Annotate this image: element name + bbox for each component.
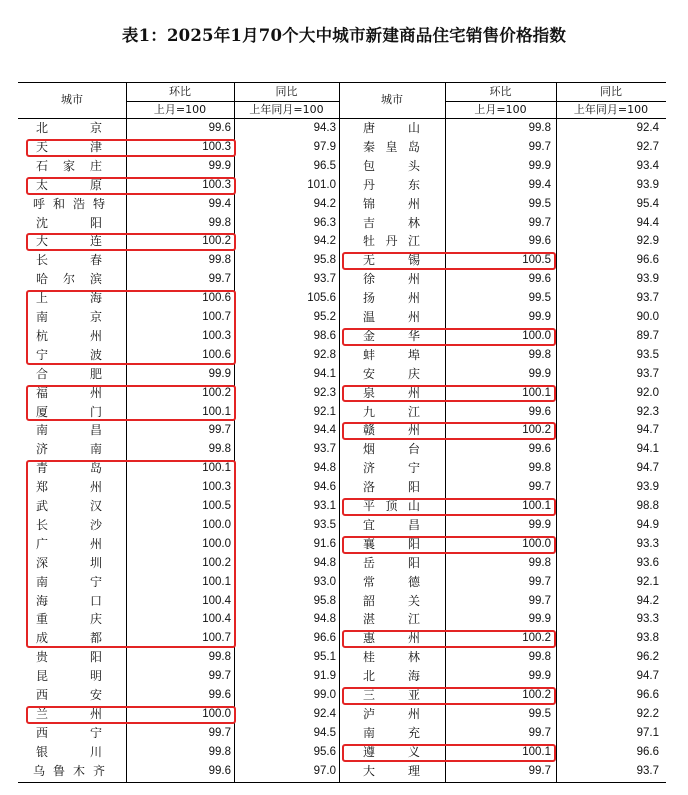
table-cell-mom: 99.8: [208, 651, 231, 664]
table-cell-city: 烟台: [363, 442, 420, 457]
header-yoy-base-right: 上年同月=100: [573, 103, 649, 116]
table-cell-city: 兰州: [36, 706, 102, 721]
table-cell-mom: 99.5: [528, 197, 551, 210]
table-cell-city: 西安: [36, 688, 102, 702]
table-cell-mom: 99.9: [528, 613, 551, 626]
table-cell-mom: 100.7: [202, 311, 231, 323]
table-cell-city: 昆明: [36, 669, 102, 684]
table-cell-mom: 100.2: [202, 556, 231, 569]
table-cell-city: 天津: [36, 139, 102, 154]
table-cell-yoy: 93.8: [636, 632, 659, 645]
table-cell-mom: 99.7: [528, 594, 551, 607]
table-cell-mom: 99.8: [208, 254, 231, 267]
table-cell-city: 广州: [36, 536, 102, 551]
table-cell-mom: 99.9: [528, 311, 551, 323]
table-cell-city: 长春: [36, 253, 102, 268]
table-cell-city: 蚌埠: [363, 347, 420, 362]
table-cell-mom: 100.0: [522, 329, 551, 342]
table-cell-yoy: 93.7: [313, 273, 336, 286]
highlight-box-right: [342, 422, 556, 440]
table-cell-mom: 100.0: [202, 537, 231, 550]
table-cell-mom: 99.9: [528, 518, 551, 531]
table-cell-city: 贵阳: [36, 650, 102, 665]
table-cell-city: 岳阳: [363, 555, 420, 570]
table-cell-yoy: 92.4: [313, 707, 336, 720]
table-cell-mom: 100.1: [202, 575, 231, 588]
table-cell-city: 襄阳: [363, 536, 420, 551]
table-cell-yoy: 96.6: [313, 632, 336, 645]
table-cell-city: 沈阳: [36, 215, 102, 230]
table-cell-mom: 99.5: [528, 707, 551, 720]
table-cell-yoy: 96.6: [636, 689, 659, 701]
table-cell-yoy: 92.1: [313, 405, 336, 418]
table-cell-mom: 99.7: [528, 216, 551, 229]
table-cell-mom: 100.0: [202, 518, 231, 531]
table-cell-yoy: 93.0: [313, 575, 336, 588]
table-cell-city: 泉州: [363, 385, 420, 400]
page-title: 表1：2025年1月70个大中城市新建商品住宅销售价格指数: [121, 26, 567, 45]
table-cell-yoy: 94.8: [313, 556, 336, 569]
table-cell-yoy: 93.3: [636, 613, 659, 626]
table-cell-mom: 100.7: [202, 632, 231, 645]
table-cell-mom: 99.9: [528, 670, 551, 683]
table-cell-city: 武汉: [36, 499, 102, 513]
table-cell-yoy: 94.1: [313, 367, 336, 380]
table-cell-city: 青岛: [36, 461, 102, 476]
table-cell-mom: 99.8: [528, 348, 551, 361]
table-cell-city: 银川: [36, 744, 102, 759]
highlight-box-left: [26, 177, 236, 195]
table-cell-mom: 99.8: [208, 216, 231, 229]
table-cell-city: 哈尔滨: [36, 272, 102, 287]
table-cell-yoy: 94.2: [313, 197, 336, 210]
table-cell-mom: 99.7: [208, 670, 231, 683]
table-cell-yoy: 94.2: [636, 594, 659, 607]
table-cell-yoy: 93.7: [636, 367, 659, 380]
table-cell-yoy: 96.3: [313, 216, 336, 229]
table-cell-mom: 99.9: [528, 159, 551, 172]
table-cell-city: 洛阳: [363, 480, 420, 495]
table-cell-city: 大连: [36, 234, 102, 249]
table-cell-city: 南宁: [36, 574, 102, 589]
table-cell-mom: 100.3: [202, 329, 231, 342]
table-cell-mom: 100.2: [202, 235, 231, 248]
table-cell-mom: 99.8: [208, 443, 231, 456]
table-cell-city: 宜昌: [363, 517, 420, 532]
table-cell-yoy: 93.7: [636, 292, 659, 305]
table-cell-yoy: 94.7: [636, 462, 659, 475]
table-bottom-rule: [18, 782, 666, 783]
table-cell-mom: 99.8: [208, 745, 231, 758]
table-cell-city: 南充: [363, 725, 420, 740]
table-cell-yoy: 94.8: [313, 462, 336, 475]
table-cell-yoy: 94.2: [313, 235, 336, 248]
table-cell-yoy: 96.6: [636, 254, 659, 267]
table-cell-mom: 100.6: [202, 348, 231, 361]
table-cell-yoy: 93.9: [636, 481, 659, 494]
table-cell-mom: 99.4: [208, 197, 231, 210]
table-cell-city: 平顶山: [363, 499, 420, 513]
table-cell-yoy: 93.3: [636, 537, 659, 550]
table-cell-mom: 99.9: [528, 367, 551, 380]
table-cell-mom: 99.7: [528, 764, 551, 777]
table-cell-yoy: 92.3: [313, 386, 336, 399]
table-cell-yoy: 90.0: [636, 311, 659, 323]
table-cell-mom: 99.7: [528, 140, 551, 153]
table-cell-yoy: 95.1: [313, 651, 336, 664]
table-cell-yoy: 95.8: [313, 254, 336, 267]
table-cell-yoy: 93.6: [636, 556, 659, 569]
table-cell-city: 安庆: [363, 366, 420, 381]
table-cell-yoy: 92.4: [636, 122, 659, 134]
table-cell-yoy: 92.1: [636, 575, 659, 588]
table-cell-yoy: 95.4: [636, 197, 659, 210]
table-cell-yoy: 93.4: [636, 159, 659, 172]
table-cell-yoy: 94.1: [636, 443, 659, 456]
table-cell-city: 北海: [363, 669, 420, 684]
table-cell-mom: 100.3: [202, 178, 231, 191]
table-cell-mom: 100.0: [202, 707, 231, 720]
table-cell-city: 韶关: [363, 593, 420, 608]
table-cell-yoy: 96.2: [636, 651, 659, 664]
table-cell-city: 杭州: [36, 328, 102, 343]
highlight-box-left: [26, 706, 236, 724]
table-cell-mom: 99.9: [208, 367, 231, 380]
header-mom-left: 环比: [169, 85, 191, 98]
table-cell-yoy: 92.7: [636, 140, 659, 153]
table-cell-city: 湛江: [363, 612, 420, 627]
table-cell-yoy: 97.0: [313, 764, 336, 777]
table-cell-city: 唐山: [363, 121, 420, 135]
table-cell-mom: 100.6: [202, 292, 231, 305]
table-cell-city: 深圳: [36, 555, 102, 570]
table-cell-city: 成都: [36, 631, 102, 646]
table-cell-city: 南京: [36, 310, 102, 324]
table-cell-city: 宁波: [36, 347, 102, 362]
table-cell-yoy: 105.6: [307, 292, 336, 305]
table-cell-yoy: 94.9: [636, 518, 659, 531]
table-cell-mom: 99.8: [528, 556, 551, 569]
table-cell-city: 秦皇岛: [363, 139, 420, 154]
table-cell-yoy: 96.6: [636, 745, 659, 758]
table-cell-yoy: 91.6: [313, 537, 336, 550]
table-cell-city: 厦门: [36, 404, 102, 419]
table-cell-mom: 99.6: [208, 764, 231, 777]
table-cell-yoy: 92.3: [636, 405, 659, 418]
table-cell-city: 济宁: [363, 461, 420, 476]
table-cell-mom: 99.7: [208, 273, 231, 286]
table-cell-city: 福州: [36, 385, 102, 400]
table-cell-mom: 99.8: [528, 651, 551, 664]
highlight-box-left: [26, 233, 236, 251]
highlight-box-right: [342, 498, 556, 516]
table-cell-mom: 99.6: [528, 405, 551, 418]
header-city-left: 城市: [61, 93, 83, 106]
table-cell-city: 九江: [363, 404, 420, 419]
table-cell-mom: 100.1: [522, 386, 551, 399]
table-cell-city: 重庆: [36, 612, 102, 627]
table-cell-mom: 99.6: [208, 122, 231, 134]
table-cell-city: 徐州: [363, 272, 420, 287]
table-cell-yoy: 91.9: [313, 670, 336, 683]
table-cell-mom: 99.7: [528, 726, 551, 739]
table-cell-yoy: 92.0: [636, 386, 659, 399]
table-cell-mom: 99.4: [528, 178, 551, 191]
table-cell-city: 丹东: [363, 177, 420, 192]
table-cell-city: 西宁: [36, 725, 102, 740]
highlight-box-right: [342, 744, 556, 762]
table-cell-yoy: 98.6: [313, 329, 336, 342]
table-cell-mom: 100.5: [522, 254, 551, 267]
table-cell-mom: 99.7: [528, 481, 551, 494]
table-cell-city: 温州: [363, 310, 420, 324]
table-cell-mom: 100.1: [202, 462, 231, 475]
table-cell-city: 郑州: [36, 480, 102, 495]
highlight-box-right: [342, 252, 556, 270]
table-cell-city: 长沙: [36, 517, 102, 532]
table-cell-city: 金华: [363, 328, 420, 343]
table-cell-mom: 100.1: [202, 405, 231, 418]
table-cell-city: 桂林: [363, 650, 420, 665]
table-cell-yoy: 94.7: [636, 670, 659, 683]
table-cell-mom: 100.2: [522, 632, 551, 645]
table-cell-yoy: 93.7: [313, 443, 336, 456]
table-cell-yoy: 94.6: [313, 481, 336, 494]
highlight-box-right: [342, 687, 556, 705]
highlight-box-right: [342, 328, 556, 346]
table-cell-mom: 99.9: [208, 159, 231, 172]
table-cell-yoy: 93.5: [313, 518, 336, 531]
highlight-box-right: [342, 385, 556, 403]
table-cell-city: 呼和浩特: [33, 196, 105, 211]
table-cell-city: 乌鲁木齐: [33, 763, 105, 778]
table-cell-mom: 99.8: [528, 122, 551, 134]
table-cell-yoy: 101.0: [307, 178, 336, 191]
table-cell-mom: 99.7: [528, 575, 551, 588]
table-cell-yoy: 95.8: [313, 594, 336, 607]
table-cell-city: 大理: [363, 763, 420, 778]
header-mom-base-left: 上月=100: [153, 103, 207, 116]
table-cell-mom: 99.5: [528, 292, 551, 305]
table-cell-city: 常德: [363, 574, 420, 589]
highlight-box-left: [26, 290, 236, 365]
table-cell-mom: 100.2: [522, 689, 551, 701]
table-cell-yoy: 92.8: [313, 348, 336, 361]
table-cell-city: 南昌: [36, 423, 102, 438]
table-cell-mom: 99.7: [208, 424, 231, 437]
table-cell-city: 包头: [363, 158, 420, 173]
table-cell-mom: 100.3: [202, 481, 231, 494]
table-cell-yoy: 93.9: [636, 273, 659, 286]
table-cell-yoy: 97.9: [313, 140, 336, 153]
table-cell-yoy: 94.4: [313, 424, 336, 437]
table-cell-yoy: 95.6: [313, 745, 336, 758]
header-mom-right: 环比: [489, 85, 512, 98]
table-cell-city: 石家庄: [36, 158, 102, 173]
table-cell-city: 无锡: [363, 253, 420, 268]
table-cell-yoy: 95.2: [313, 311, 336, 323]
table-cell-city: 济南: [36, 442, 102, 457]
table-cell-yoy: 94.5: [313, 726, 336, 739]
table-cell-city: 北京: [36, 121, 102, 135]
header-yoy-left: 同比: [275, 85, 298, 98]
table-cell-mom: 99.6: [208, 689, 231, 701]
table-cell-mom: 100.2: [202, 386, 231, 399]
header-yoy-right: 同比: [600, 85, 622, 98]
table-cell-city: 锦州: [363, 196, 420, 211]
table-cell-mom: 99.6: [528, 273, 551, 286]
table-cell-yoy: 93.5: [636, 348, 659, 361]
table-cell-mom: 100.4: [202, 594, 231, 607]
header-mom-base-right: 上月=100: [474, 103, 527, 116]
table-cell-yoy: 94.4: [636, 216, 659, 229]
table-cell-city: 太原: [36, 177, 102, 192]
table-cell-city: 赣州: [363, 423, 420, 438]
table-cell-mom: 99.6: [528, 235, 551, 248]
column-divider: [339, 82, 340, 782]
table-cell-city: 惠州: [363, 631, 420, 646]
table-cell-yoy: 93.7: [636, 764, 659, 777]
table-cell-city: 合肥: [36, 366, 102, 381]
table-cell-city: 上海: [36, 291, 102, 306]
table-cell-yoy: 94.8: [313, 613, 336, 626]
highlight-box-left: [26, 139, 236, 157]
table-cell-yoy: 94.3: [313, 122, 336, 134]
table-cell-city: 泸州: [363, 706, 420, 721]
table-cell-mom: 99.6: [528, 443, 551, 456]
highlight-box-left: [26, 385, 236, 422]
highlight-box-left: [26, 460, 236, 648]
highlight-box-right: [342, 536, 556, 554]
header-yoy-base-left: 上年同月=100: [249, 103, 324, 116]
table-cell-mom: 100.1: [522, 745, 551, 758]
table-cell-mom: 100.0: [522, 537, 551, 550]
table-cell-yoy: 93.1: [313, 500, 336, 512]
table-cell-mom: 100.1: [522, 500, 551, 512]
table-cell-mom: 100.2: [522, 424, 551, 437]
table-cell-yoy: 94.7: [636, 424, 659, 437]
table-cell-mom: 100.5: [202, 500, 231, 512]
table-cell-city: 牡丹江: [363, 234, 420, 249]
table-cell-city: 遵义: [363, 744, 420, 759]
table-cell-city: 海口: [36, 593, 102, 608]
table-cell-mom: 99.7: [208, 726, 231, 739]
table-cell-yoy: 89.7: [636, 329, 659, 342]
table-cell-yoy: 97.1: [636, 726, 659, 739]
header-city-right: 城市: [381, 93, 403, 106]
table-cell-city: 三亚: [363, 688, 420, 702]
table-cell-city: 吉林: [363, 215, 420, 230]
table-cell-yoy: 92.9: [636, 235, 659, 248]
table-cell-yoy: 93.9: [636, 178, 659, 191]
table-cell-mom: 100.4: [202, 613, 231, 626]
table-cell-yoy: 92.2: [636, 707, 659, 720]
highlight-box-right: [342, 630, 556, 648]
table-cell-city: 扬州: [363, 291, 420, 306]
table-cell-yoy: 96.5: [313, 159, 336, 172]
table-cell-yoy: 98.8: [636, 500, 659, 512]
table-cell-mom: 100.3: [202, 140, 231, 153]
table-cell-mom: 99.8: [528, 462, 551, 475]
table-cell-yoy: 99.0: [313, 689, 336, 701]
